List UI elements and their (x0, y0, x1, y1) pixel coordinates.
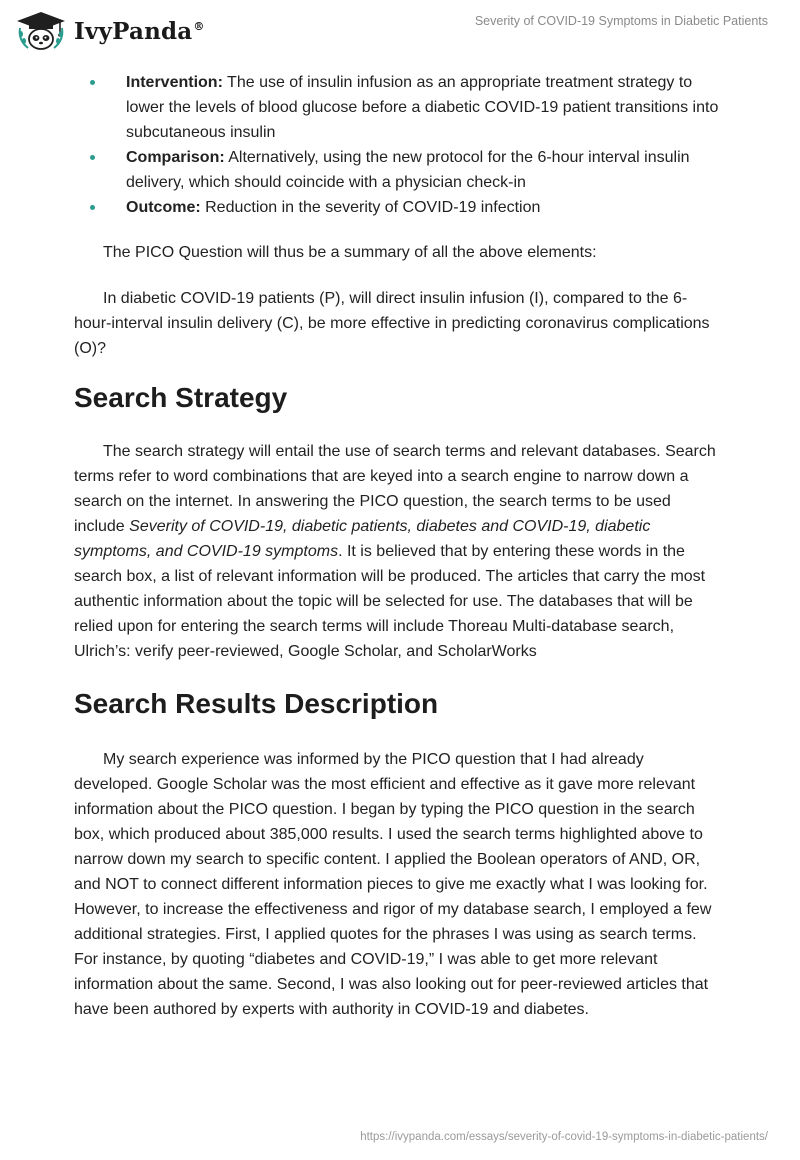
bullet-icon (90, 155, 95, 160)
bullet-text: Reduction in the severity of COVID-19 infection (200, 199, 541, 216)
ivypanda-logo[interactable] (16, 10, 205, 52)
bullet-icon (90, 80, 95, 85)
bullet-text: Alternatively, using the new protocol for the 6-hour interval insulin delivery, which should coincide with a physician check-in (126, 149, 690, 191)
search-strategy-paragraph: The search strategy will entail the use of search terms and relevant databases. Search terms refer to word combinations that are keyed into a search engine to narrow down a search on the internet. In answering the PICO question, the search terms to be used include Severity of COVID-19, diabetic patients, diabetes and COVID-19, diabetic symptoms, and COVID-19 symptoms. It is believed that by entering these words in the search box, a list of relevant information will be produced. The articles that carry the most authentic information about the topic will be selected for use. The databases that will be relied upon for entering the search terms will include Thoreau Multi-database search, Ulrich’s: verify peer-reviewed, Google Scholar, and ScholarWorks (74, 443, 716, 660)
search-terms-italic: Severity of COVID-19, diabetic patients, diabetes and COVID-19, diabetic symptoms, and COVID-19 symptoms (74, 518, 651, 560)
bullet-icon (90, 205, 95, 210)
list-item (74, 195, 724, 220)
bullet-label: Outcome: (126, 199, 201, 216)
bullet-text: The use of insulin infusion as an appropriate treatment strategy to lower the levels of blood glucose before a diabetic COVID-19 patient transitions into subcutaneous insulin (126, 74, 719, 141)
list-item (74, 145, 724, 195)
document-title: Severity of COVID-19 Symptoms in Diabetic Patients (474, 14, 768, 28)
search-results-heading: Search Results Description (74, 688, 439, 719)
pico-question-paragraph: In diabetic COVID-19 patients (P), will direct insulin infusion (I), compared to the 6-hour-interval insulin delivery (C), be more effective in predicting coronavirus complications (O)? (74, 290, 710, 357)
brand-name: IvyPanda® (74, 17, 205, 45)
search-results-paragraph: My search experience was informed by the PICO question that I had already developed. Google Scholar was the most efficient and effective as it gave more relevant information about the PICO question. I began by typing the PICO question in the search box, which produced about 385,000 results. I used the search terms highlighted above to narrow down my search to specific content. I applied the Boolean operators of AND, OR, and NOT to connect different information pieces to give me exactly what I was looking for. However, to increase the effectiveness and rigor of my database search, I employed a few additional strategies. First, I applied quotes for the phrases I was using as search terms. For instance, by quoting “diabetes and COVID-19,” I was able to get more relevant information about the same. Second, I was also looking out for peer-reviewed articles that have been authored by experts with authority in COVID-19 and diabetes. (74, 751, 712, 1018)
pico-intro-paragraph: The PICO Question will thus be a summary of all the above elements: (103, 244, 597, 261)
list-item (74, 70, 724, 145)
bullet-label: Intervention: (126, 74, 223, 91)
source-url-link[interactable]: https://ivypanda.com/essays/severity-of-covid-19-symptoms-in-diabetic-patients/ (360, 1131, 768, 1143)
panda-graduate-icon (16, 10, 66, 52)
essay-content (74, 70, 724, 1022)
page-header (0, 0, 800, 70)
pico-bullet-list (74, 70, 724, 220)
bullet-label: Comparison: (126, 149, 225, 166)
search-strategy-heading: Search Strategy (74, 382, 288, 413)
